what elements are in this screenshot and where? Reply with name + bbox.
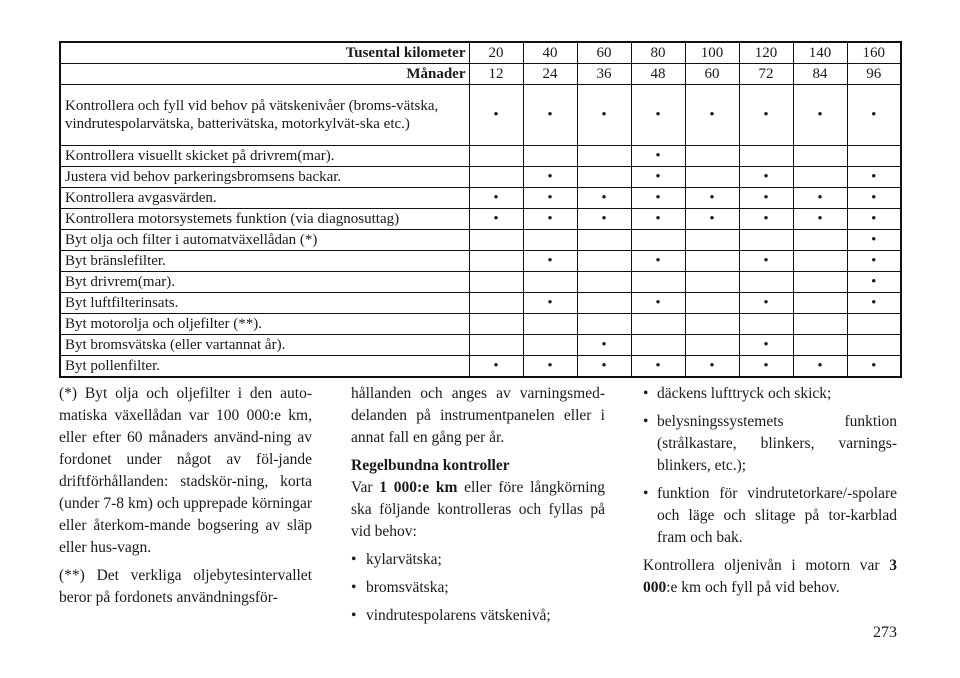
empty-cell xyxy=(469,272,523,293)
km-value: 40 xyxy=(523,42,577,64)
km-value: 120 xyxy=(739,42,793,64)
service-dot: • xyxy=(847,188,901,209)
checks-list-1 xyxy=(351,549,605,627)
empty-cell xyxy=(793,335,847,356)
service-dot: • xyxy=(523,293,577,314)
month-value: 24 xyxy=(523,64,577,85)
empty-cell xyxy=(685,293,739,314)
service-dot: • xyxy=(739,251,793,272)
bullet-icon: • xyxy=(643,485,649,502)
km-value: 160 xyxy=(847,42,901,64)
task-label: Byt motorolja och oljefilter (**). xyxy=(60,314,469,335)
oil-check-interval: 3 000 xyxy=(643,557,898,596)
task-label: Kontrollera motorsystemets funktion (via diagnosuttag) xyxy=(60,209,469,230)
service-dot: • xyxy=(847,167,901,188)
empty-cell xyxy=(469,314,523,335)
service-dot: • xyxy=(523,188,577,209)
list-item-text: belysningssystemets funktion (strålkastare, blinkers, varnings-blinkers, etc.); xyxy=(657,413,897,474)
table-row xyxy=(60,272,901,293)
service-dot: • xyxy=(577,188,631,209)
empty-cell xyxy=(577,167,631,188)
list-item xyxy=(643,483,897,549)
empty-cell xyxy=(685,146,739,167)
month-value: 12 xyxy=(469,64,523,85)
empty-cell xyxy=(631,335,685,356)
table-row xyxy=(60,146,901,167)
task-label: Kontrollera visuellt skicket på drivrem(mar). xyxy=(60,146,469,167)
checks-list-2 xyxy=(643,383,897,549)
list-item-text: vindrutespolarens vätskenivå; xyxy=(366,607,551,624)
table-row xyxy=(60,230,901,251)
service-dot: • xyxy=(469,188,523,209)
empty-cell xyxy=(631,314,685,335)
task-label: Byt luftfilterinsats. xyxy=(60,293,469,314)
oil-check-post: :e km och fyll på vid behov. xyxy=(666,579,840,596)
service-dot: • xyxy=(739,293,793,314)
km-header-row xyxy=(60,42,901,64)
task-label: Byt drivrem(mar). xyxy=(60,272,469,293)
months-header-row xyxy=(60,64,901,85)
service-dot: • xyxy=(739,167,793,188)
km-label: Tusental kilometer xyxy=(60,42,469,64)
maintenance-schedule-table xyxy=(59,41,902,378)
service-dot: • xyxy=(631,356,685,378)
service-dot: • xyxy=(523,209,577,230)
table-row xyxy=(60,167,901,188)
empty-cell xyxy=(469,167,523,188)
service-dot: • xyxy=(847,209,901,230)
empty-cell xyxy=(469,251,523,272)
table-row xyxy=(60,335,901,356)
empty-cell xyxy=(793,146,847,167)
list-item-text: funktion för vindrutetorkare/-spolare och läge och slitage på tor-karblad fram och bak. xyxy=(657,485,897,546)
empty-cell xyxy=(523,230,577,251)
empty-cell xyxy=(577,146,631,167)
empty-cell xyxy=(793,251,847,272)
service-dot: • xyxy=(523,356,577,378)
task-label: Byt bränslefilter. xyxy=(60,251,469,272)
service-dot: • xyxy=(631,293,685,314)
service-dot: • xyxy=(739,335,793,356)
empty-cell xyxy=(793,230,847,251)
service-dot: • xyxy=(739,209,793,230)
bullet-icon: • xyxy=(643,385,649,402)
service-dot: • xyxy=(793,188,847,209)
empty-cell xyxy=(685,251,739,272)
checks-intro xyxy=(351,477,605,543)
checks-interval: 1 000:e km xyxy=(379,479,458,496)
month-value: 96 xyxy=(847,64,901,85)
table-row xyxy=(60,293,901,314)
task-label: Justera vid behov parkeringsbromsens backar. xyxy=(60,167,469,188)
oil-check-note xyxy=(643,555,897,599)
service-dot: • xyxy=(685,356,739,378)
service-dot: • xyxy=(469,209,523,230)
footnote-transmission: (*) Byt olja och oljefilter i den auto-matiska växellådan var 100 000:e km, eller efter 60 månaders använd-ning av fordonet under något av föl-jande driftförhållanden: stadskör-ning, korta (under 7-8 km) och upprepade körningar eller återkom-mande bogsering av släp eller hus-vagn. xyxy=(59,385,312,556)
table-row xyxy=(60,356,901,378)
list-item xyxy=(351,549,605,571)
empty-cell xyxy=(523,314,577,335)
service-dot: • xyxy=(577,209,631,230)
empty-cell xyxy=(469,146,523,167)
task-label: Byt bromsvätska (eller vartannat år). xyxy=(60,335,469,356)
bullet-icon: • xyxy=(643,413,649,430)
empty-cell xyxy=(793,293,847,314)
service-dot: • xyxy=(739,188,793,209)
empty-cell xyxy=(847,314,901,335)
table-row xyxy=(60,188,901,209)
table-row xyxy=(60,251,901,272)
empty-cell xyxy=(685,314,739,335)
service-dot: • xyxy=(577,85,631,146)
table-row xyxy=(60,85,901,146)
table-row xyxy=(60,209,901,230)
service-dot: • xyxy=(631,188,685,209)
checks-intro-post: eller före långkörning ska följande kontrolleras och fyllas på vid behov: xyxy=(351,479,605,540)
text-column-2 xyxy=(351,383,605,633)
empty-cell xyxy=(685,335,739,356)
list-item-text: bromsvätska; xyxy=(366,579,449,596)
service-dot: • xyxy=(685,209,739,230)
text-column-3 xyxy=(643,383,897,605)
task-label: Kontrollera och fyll vid behov på vätskenivåer (broms-vätska, vindrutespolarvätska, batterivätska, motorkylvät-ska etc.) xyxy=(60,85,469,146)
service-dot: • xyxy=(631,167,685,188)
empty-cell xyxy=(469,335,523,356)
task-label: Kontrollera avgasvärden. xyxy=(60,188,469,209)
service-dot: • xyxy=(847,230,901,251)
service-dot: • xyxy=(685,188,739,209)
service-dot: • xyxy=(793,356,847,378)
bullet-icon: • xyxy=(351,551,357,568)
bullet-icon: • xyxy=(351,607,357,624)
empty-cell xyxy=(685,167,739,188)
list-item xyxy=(643,411,897,477)
table-row xyxy=(60,314,901,335)
service-dot: • xyxy=(847,272,901,293)
empty-cell xyxy=(577,230,631,251)
task-label: Byt olja och filter i automatväxellådan (*) xyxy=(60,230,469,251)
checks-intro-pre: Var xyxy=(351,479,373,496)
empty-cell xyxy=(523,146,577,167)
service-dot: • xyxy=(577,356,631,378)
list-item xyxy=(643,383,897,405)
section-heading: Regelbundna kontroller xyxy=(351,457,510,474)
empty-cell xyxy=(469,230,523,251)
empty-cell xyxy=(685,230,739,251)
service-dot: • xyxy=(469,85,523,146)
list-item xyxy=(351,577,605,599)
footnote-oil-interval: (**) Det verkliga oljebytesintervallet beror på fordonets användningsför- xyxy=(59,567,312,606)
empty-cell xyxy=(685,272,739,293)
bullet-icon: • xyxy=(351,579,357,596)
km-value: 60 xyxy=(577,42,631,64)
empty-cell xyxy=(523,272,577,293)
service-dot: • xyxy=(469,356,523,378)
list-item-text: däckens lufttryck och skick; xyxy=(657,385,832,402)
service-dot: • xyxy=(685,85,739,146)
service-dot: • xyxy=(793,209,847,230)
empty-cell xyxy=(847,335,901,356)
service-dot: • xyxy=(739,85,793,146)
month-value: 72 xyxy=(739,64,793,85)
empty-cell xyxy=(577,272,631,293)
empty-cell xyxy=(739,230,793,251)
service-dot: • xyxy=(631,251,685,272)
month-value: 36 xyxy=(577,64,631,85)
empty-cell xyxy=(469,293,523,314)
km-value: 80 xyxy=(631,42,685,64)
service-dot: • xyxy=(631,146,685,167)
km-value: 100 xyxy=(685,42,739,64)
service-dot: • xyxy=(739,356,793,378)
service-dot: • xyxy=(847,356,901,378)
month-value: 60 xyxy=(685,64,739,85)
empty-cell xyxy=(739,146,793,167)
oil-check-pre: Kontrollera oljenivån i motorn var xyxy=(643,557,880,574)
km-value: 140 xyxy=(793,42,847,64)
empty-cell xyxy=(631,230,685,251)
empty-cell xyxy=(577,251,631,272)
months-label: Månader xyxy=(60,64,469,85)
service-dot: • xyxy=(847,293,901,314)
empty-cell xyxy=(631,272,685,293)
service-dot: • xyxy=(847,251,901,272)
service-dot: • xyxy=(577,335,631,356)
empty-cell xyxy=(577,314,631,335)
empty-cell xyxy=(793,167,847,188)
empty-cell xyxy=(793,314,847,335)
empty-cell xyxy=(523,335,577,356)
service-dot: • xyxy=(793,85,847,146)
text-column-1 xyxy=(59,383,312,615)
service-dot: • xyxy=(523,167,577,188)
month-value: 84 xyxy=(793,64,847,85)
empty-cell xyxy=(739,272,793,293)
empty-cell xyxy=(847,146,901,167)
empty-cell xyxy=(739,314,793,335)
month-value: 48 xyxy=(631,64,685,85)
service-dot: • xyxy=(631,85,685,146)
service-dot: • xyxy=(847,85,901,146)
km-value: 20 xyxy=(469,42,523,64)
service-dot: • xyxy=(523,85,577,146)
empty-cell xyxy=(577,293,631,314)
service-dot: • xyxy=(631,209,685,230)
empty-cell xyxy=(793,272,847,293)
footnote-oil-interval-continued: hållanden och anges av varningsmed-delanden på instrumentpanelen eller i annat fall en gång per år. xyxy=(351,385,605,446)
task-label: Byt pollenfilter. xyxy=(60,356,469,378)
list-item xyxy=(351,605,605,627)
list-item-text: kylarvätska; xyxy=(366,551,442,568)
service-dot: • xyxy=(523,251,577,272)
page-number: 273 xyxy=(873,624,897,641)
